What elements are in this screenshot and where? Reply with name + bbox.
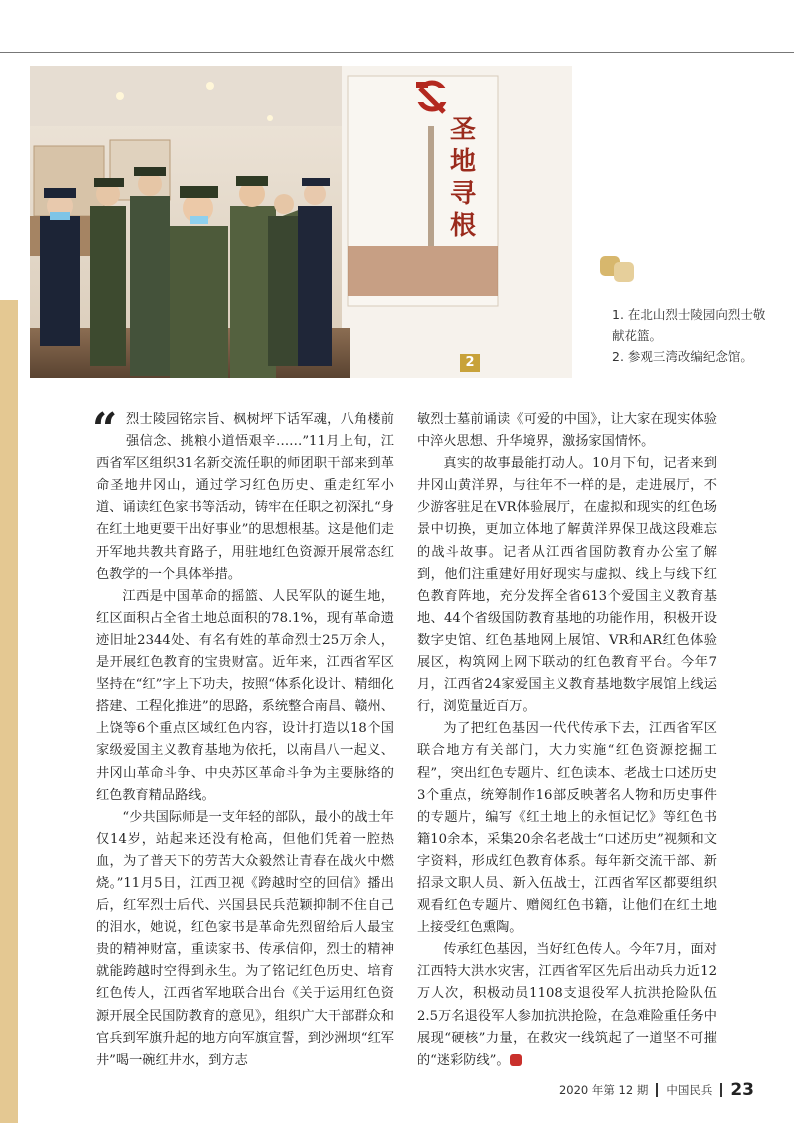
article-column-right [417, 409, 717, 1072]
caption-decoration-icon [600, 252, 640, 282]
page-footer [559, 1080, 754, 1100]
wall-calligraphy-char: 圣 [450, 115, 477, 145]
footer-divider [720, 1083, 722, 1097]
article-paragraph: “ 烈士陵园铭宗旨、枫树坪下话军魂，八角楼前强信念、挑粮小道悟艰辛……”11月上旬，江西省军区组织31名新交流任职的师团职干部来到革命圣地井冈山，通过学习红色历史、重走红军小道、诵读红色家书等活动，铸牢在任职之初深扎“身在红土地更要干出好事业”的思想根基。这是他们走开军地共教共育路子，用驻地红色资源开展常态红色教学的一个具体举措。 [92, 404, 394, 582]
caption-line: 2. 参观三湾改编纪念馆。 [612, 349, 753, 364]
article-paragraph: 敏烈士墓前诵读《可爱的中国》，让大家在现实体验中淬火思想、升华境界，激扬家国情怀。 [417, 412, 717, 450]
article-end-icon: ◆ [510, 1054, 522, 1066]
header-rule [0, 52, 794, 53]
wall-calligraphy-char: 根 [450, 211, 477, 241]
photo-exhibition-visit [30, 66, 572, 378]
photo-caption [612, 304, 772, 367]
wall-calligraphy-char: 地 [450, 147, 477, 177]
article-column-left [92, 404, 394, 1072]
issue-label: 2020 年第 12 期 [558, 1083, 649, 1097]
photo-number-badge: 2 [460, 354, 480, 372]
magazine-name: 中国民兵 [666, 1083, 713, 1097]
article-paragraph: 真实的故事最能打动人。10月下旬，记者来到井冈山黄洋界，与往年不一样的是，走进展厅，不少游客驻足在VR体验展厅，在虚拟和现实的红色场景中切换，更加立体地了解黄洋界保卫战这段难忘的战斗故事。记者从江西省国防教育办公室了解到，他们注重建好用好现实与虚拟、线上与线下红色教育阵地，充分发挥全省613个爱国主义教育基地、44个省级国防教育基地的功能作用，积极开设数字史馆、红色基地网上展馆、VR和AR红色体验展区，构筑网上网下联动的红色教育平台。今年7月，江西省24家爱国主义教育基地数字展馆上线运行，浏览量近百万。 [417, 456, 717, 715]
page-number: 23 [730, 1080, 754, 1100]
article-paragraph: 江西是中国革命的摇篮、人民军队的诞生地，红区面积占全省土地总面积的78.1%，现有革命遗迹旧址2344处、有名有姓的革命烈士25万余人，是开展红色教育的宝贵财富。近年来，江西省军区坚持在“红”字上下功夫，按照“体系化设计、精细化搭建、工程化推进”的思路，系统整合南昌、赣州、上饶等6个重点区域红色内容，设计打造以18个国家级爱国主义教育基地为依托，以南昌八一起义、井冈山革命斗争、中央苏区革命斗争为主要脉络的红色教育精品路线。 [96, 588, 394, 803]
article-paragraph: 传承红色基因，当好红色传人。今年7月，面对江西特大洪水灾害，江西省军区先后出动兵力近12万人次，积极动员1108支退役军人抗洪抢险队伍2.5万名退役军人参加抗洪抢险，在急难险重任务中展现“硬核”力量，在救灾一线筑起了一道坚不可摧的“迷彩防线”。 ◆ [417, 942, 717, 1068]
article-paragraph: 为了把红色基因一代代传承下去，江西省军区联合地方有关部门，大力实施“红色资源挖掘工程”，突出红色专题片、红色读本、老战士口述历史3个重点，统筹制作16部反映著名人物和历史事件的专题片，编写《红土地上的永恒记忆》等红色书籍10余本，采集20余名老战士“口述历史”视频和文字资料，形成红色教育体系。每年新交流干部、新招录文职人员、新入伍战士，江西省军区都要组织观看红色专题片、赠阅红色书籍，让他们在红土地上接受红色熏陶。 [417, 721, 717, 936]
article-paragraph: “少共国际师是一支年轻的部队，最小的战士年仅14岁，站起来还没有枪高，但他们凭着一腔热血，为了普天下的劳苦大众毅然让青春在战火中燃烧。”11月5日，江西卫视《跨越时空的回信》播出后，红军烈士后代、兴国县民兵范颖抑制不住自己的泪水，她说，红色家书是革命先烈留给后人最宝贵的精神财富，重读家书、传承信仰，烈士的精神就能跨越时空得到永生。为了铭记红色历史、培育红色传人，江西省军地联合出台《关于运用红色资源开展全民国防教育的意见》，组织广大干部群众和官兵到军旗升起的地方向军旗宣誓，到沙洲坝“红军井”喝一碗红井水，到方志 [96, 809, 394, 1068]
wall-calligraphy-char: 寻 [450, 179, 477, 209]
footer-divider [656, 1083, 658, 1097]
opening-quote-mark: “ [92, 404, 118, 455]
decorative-side-bar [0, 300, 18, 1123]
caption-line: 1. 在北山烈士陵园向烈士敬献花篮。 [612, 307, 766, 343]
